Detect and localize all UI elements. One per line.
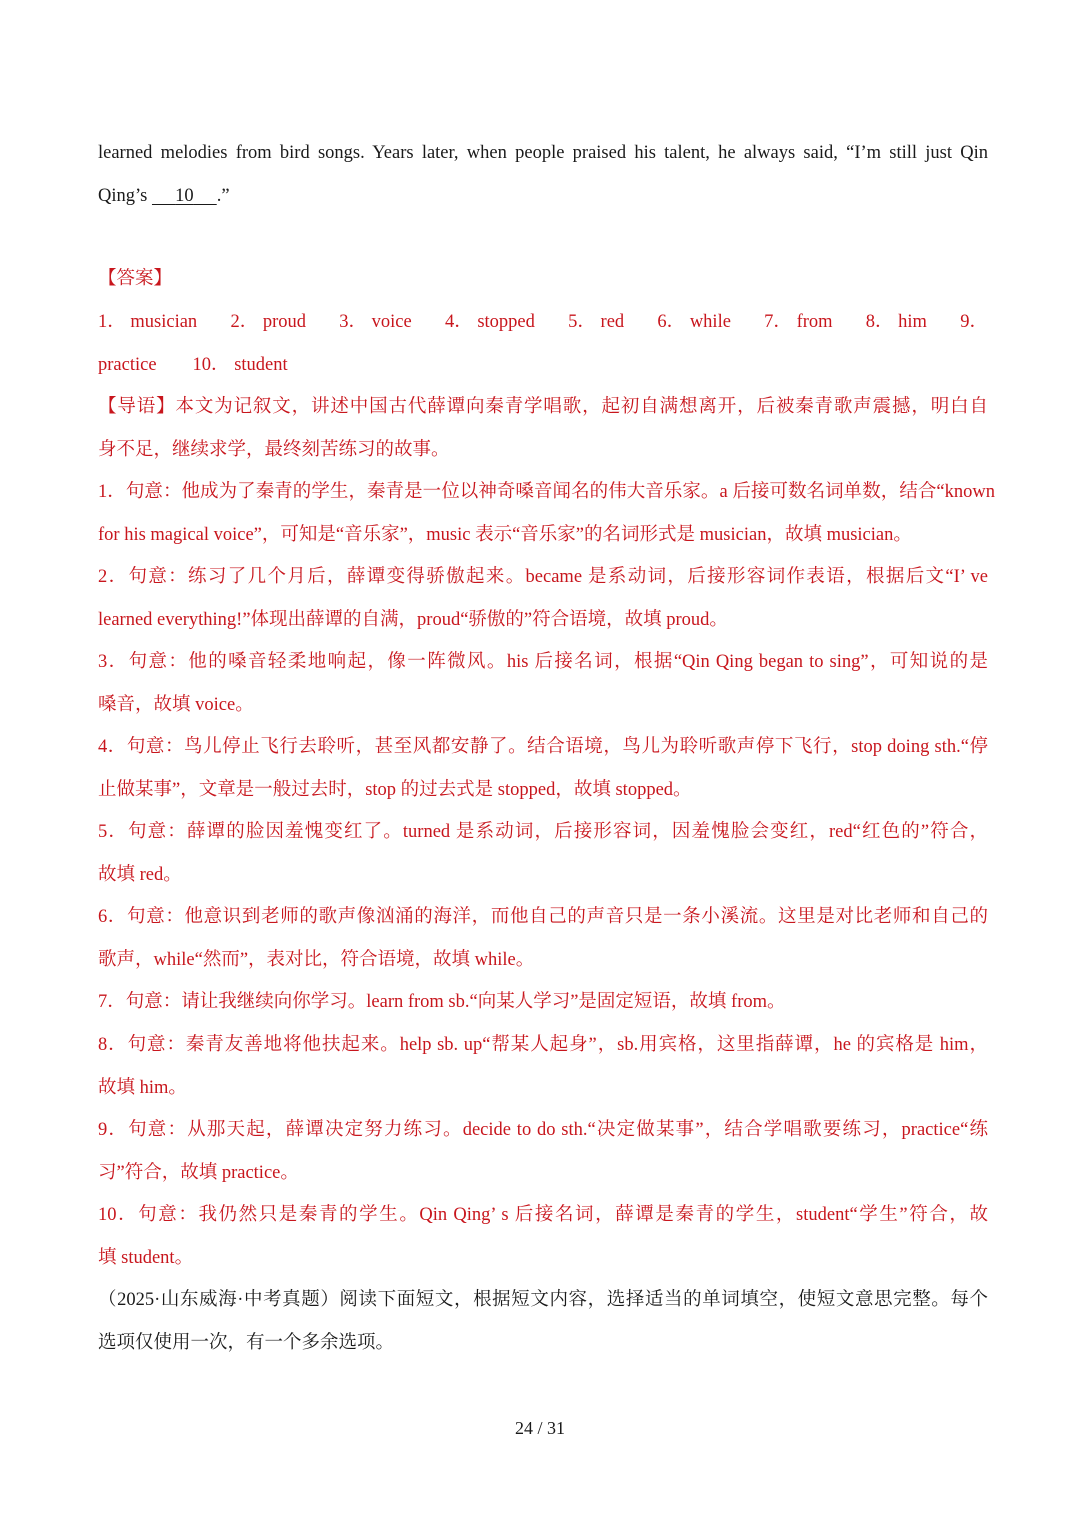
guide-line-1: 【导语】本文为记叙文，讲述中国古代薛谭向秦青学唱歌，起初自满想离开，后被秦青歌声震撼，明白自 [98,397,988,417]
guide-line-2: 身不足，继续求学，最终刻苦练习的故事。 [98,440,450,460]
explanation-1-line-1: 1．句意：他成为了秦青的学生，秦青是一位以神奇嗓音闻名的伟大音乐家。a 后接可数名词单数，结合“known [98,482,995,502]
explanation-6-line-1: 6．句意：他意识到老师的歌声像汹涌的海洋，而他自己的声音只是一条小溪流。这里是对比老师和自己的 [98,907,988,927]
explanation-4-line-2: 止做某事”，文章是一般过去时，stop 的过去式是 stopped，故填 stopped。 [98,780,692,800]
explanation-2-line-2: learned everything!”体现出薛谭的自满，proud“骄傲的”符合语境，故填 proud。 [98,610,728,630]
answer-item-1: 1． musician [98,312,198,332]
passage-line-2-suffix: .” [216,186,230,206]
answer-item-7: 7． from [764,312,833,332]
blank-10 [152,184,217,208]
explanation-9-line-1: 9．句意：从那天起，薛谭决定努力练习。decide to do sth.“决定做某事”，结合学唱歌要练习，practice“练 [98,1120,988,1140]
explanation-8-line-2: 故填 him。 [98,1078,187,1098]
explanation-5-line-2: 故填 red。 [98,865,182,885]
explanation-4-line-1: 4．句意：鸟儿停止飞行去聆听，甚至风都安静了。结合语境，鸟儿为聆听歌声停下飞行，stop doing sth.“停 [98,737,988,757]
explanation-7-line-1: 7．句意：请让我继续向你学习。learn from sb.“向某人学习”是固定短语，故填 from。 [98,992,786,1012]
answer-item-2: 2． proud [230,312,306,332]
passage-line-1: learned melodies from bird songs. Years later, when people praised his talent, he always said, “I’m still just Qin [98,143,988,163]
answer-item-3: 3． voice [339,312,412,332]
explanation-8-line-1: 8．句意：秦青友善地将他扶起来。help sb. up“帮某人起身”，sb.用宾格，这里指薛谭，he 的宾格是 him， [98,1035,988,1055]
answers-row-2 [98,353,988,377]
page-number: 24 / 31 [514,1418,565,1438]
explanation-6-line-2: 歌声，while“然而”，表对比，符合语境，故填 while。 [98,950,535,970]
explanation-1-line-2: for his magical voice”，可知是“音乐家”，music 表示“音乐家”的名词形式是 musician，故填 musician。 [98,525,912,545]
explanation-9-line-2: 习”符合，故填 practice。 [98,1163,299,1183]
answer-item-5: 5． red [568,312,625,332]
passage-line-2-prefix: Qing’s [98,186,148,206]
answer-item-4: 4． stopped [444,312,535,332]
answer-item-9-word: practice [98,355,157,375]
answer-item-6: 6． while [657,312,731,332]
next-question-line-2: 选项仅使用一次，有一个多余选项。 [98,1333,395,1353]
explanation-10-line-1: 10．句意：我仍然只是秦青的学生。Qin Qing’ s 后接名词，薛谭是秦青的学生，student“学生”符合，故 [98,1205,988,1225]
answers-row-1 [98,310,988,334]
passage-line-2 [98,184,988,208]
blank-number: 10 [175,186,194,206]
answer-item-10: 10． student [192,355,288,375]
explanation-3-line-1: 3．句意：他的嗓音轻柔地响起，像一阵微风。his 后接名词，根据“Qin Qing began to sing”，可知说的是 [98,652,988,672]
explanation-5-line-1: 5．句意：薛谭的脸因羞愧变红了。turned 是系动词，后接形容词，因羞愧脸会变红，red“红色的”符合， [98,822,988,842]
answer-item-8: 8． him [865,312,927,332]
explanation-3-line-2: 嗓音，故填 voice。 [98,695,254,715]
next-question-line-1: （2025·山东威海·中考真题）阅读下面短文，根据短文内容，选择适当的单词填空，使短文意思完整。每个 [98,1290,988,1310]
explanation-10-line-2: 填 student。 [98,1248,194,1268]
answer-item-9-number: 9． [960,312,988,332]
explanation-2-line-1: 2．句意：练习了几个月后，薛谭变得骄傲起来。became 是系动词，后接形容词作表语，根据后文“I’ ve [98,567,988,587]
answer-heading: 【答案】 [98,269,173,289]
